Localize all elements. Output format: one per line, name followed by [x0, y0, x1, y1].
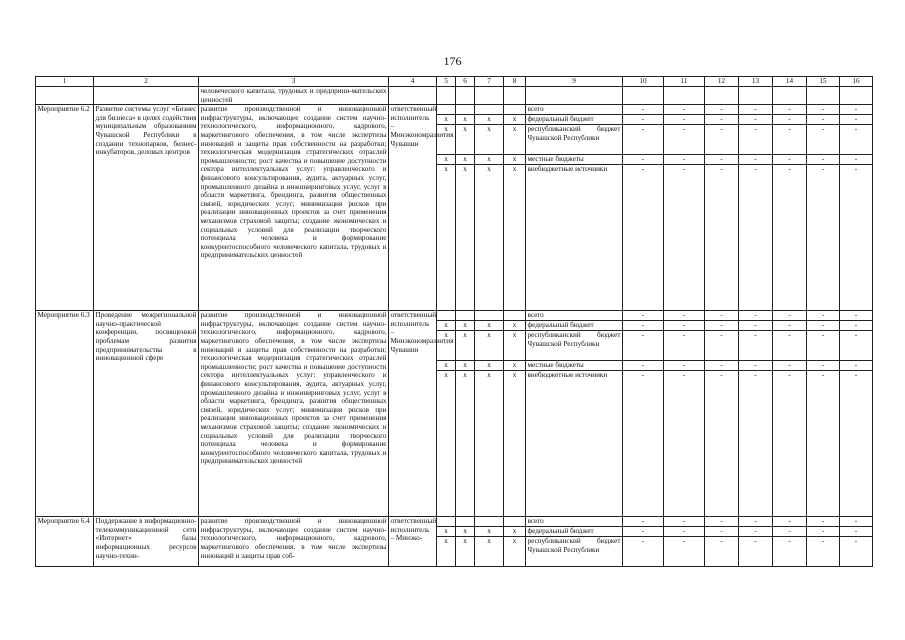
- amount-cell: -: [705, 517, 739, 527]
- mark-cell: x: [456, 155, 475, 165]
- column-number: 4: [389, 77, 437, 87]
- event-executor: ответственный исполнитель – Минэкономразвития Чувашии: [389, 311, 437, 517]
- amount-cell: -: [739, 311, 773, 321]
- mark-cell: x: [456, 125, 475, 155]
- empty-cell: [456, 105, 475, 115]
- amount-cell: -: [840, 537, 873, 567]
- amount-cell: -: [664, 165, 705, 311]
- amount-cell: -: [739, 165, 773, 311]
- amount-cell: -: [664, 517, 705, 527]
- goals-cell: человеческого капитала, трудовых и предприни-мательских ценностей: [200, 87, 387, 104]
- mark-cell: x: [456, 537, 475, 567]
- amount-cell: -: [807, 537, 840, 567]
- mark-cell: x: [504, 527, 526, 537]
- amount-cell: -: [840, 517, 873, 527]
- amount-cell: -: [664, 105, 705, 115]
- amount-cell: -: [739, 371, 773, 517]
- amount-cell: -: [623, 311, 664, 321]
- empty-cell: [437, 105, 456, 115]
- amount-cell: -: [664, 155, 705, 165]
- program-events-table: [35, 76, 873, 567]
- amount-cell: -: [773, 311, 807, 321]
- column-number: 16: [840, 77, 873, 87]
- mark-cell: x: [475, 527, 504, 537]
- funding-source: республиканский бюджет Чувашской Республики: [526, 125, 623, 155]
- amount-cell: -: [705, 155, 739, 165]
- mark-cell: x: [475, 537, 504, 567]
- funding-source: внебюджетные источники: [526, 165, 623, 311]
- mark-cell: x: [475, 331, 504, 361]
- amount-cell: -: [773, 371, 807, 517]
- empty-cell: [504, 87, 526, 105]
- mark-cell: x: [437, 361, 456, 371]
- amount-cell: -: [807, 361, 840, 371]
- amount-cell: -: [807, 331, 840, 361]
- amount-cell: -: [705, 311, 739, 321]
- mark-cell: x: [456, 371, 475, 517]
- amount-cell: -: [705, 361, 739, 371]
- column-number: 15: [807, 77, 840, 87]
- event-code: Мероприятие 6.3: [36, 311, 94, 517]
- empty-cell: [475, 311, 504, 321]
- event-goals: развитие производственной и инновационной инфраструктуры, включающее создание систем научно-технологического, информационного, кадрового, маркетингового обеспечения, в том числе экспертизы инноваций и защиты прав собственности на разработки; технологическая модернизация стратегических отраслей промышленности; рост качества и повышение доступности сектора интеллектуальных услуг: управленческого и финансового консультирования, аудита, актуарных услуг, промышленного дизайна и инжиниринговых услуг, услуг в области маркетинга, брендинга, развития общественных связей, юридических услуг; минимизация рисков при реализации инновационных проектов за счет применения механизмов страховой защиты; создание экономических и социальных условий для реализации творческого потенциала человека и формирование конкурентоспособного человеческого капитала, трудовых и предпринимательских ценностей: [199, 105, 389, 311]
- empty-cell: [437, 311, 456, 321]
- amount-cell: -: [705, 125, 739, 155]
- amount-cell: -: [739, 115, 773, 125]
- amount-cell: -: [739, 361, 773, 371]
- column-number: 11: [664, 77, 705, 87]
- funding-source: местные бюджеты: [526, 361, 623, 371]
- amount-cell: -: [807, 527, 840, 537]
- amount-cell: -: [840, 105, 873, 115]
- funding-source: федеральный бюджет: [526, 321, 623, 331]
- amount-cell: -: [623, 331, 664, 361]
- amount-cell: -: [840, 311, 873, 321]
- amount-cell: -: [773, 361, 807, 371]
- amount-cell: -: [623, 537, 664, 567]
- amount-cell: -: [623, 115, 664, 125]
- mark-cell: x: [437, 331, 456, 361]
- amount-cell: -: [705, 371, 739, 517]
- empty-cell: [526, 87, 623, 105]
- amount-cell: -: [773, 537, 807, 567]
- mark-cell: x: [437, 155, 456, 165]
- empty-cell: [389, 87, 437, 105]
- amount-cell: -: [840, 321, 873, 331]
- amount-cell: -: [705, 321, 739, 331]
- amount-cell: -: [807, 115, 840, 125]
- mark-cell: x: [504, 165, 526, 311]
- amount-cell: -: [705, 165, 739, 311]
- mark-cell: x: [475, 125, 504, 155]
- empty-cell: [504, 105, 526, 115]
- name-cell: [94, 87, 199, 105]
- amount-cell: -: [623, 165, 664, 311]
- amount-cell: -: [739, 517, 773, 527]
- amount-cell: -: [623, 125, 664, 155]
- amount-cell: -: [807, 125, 840, 155]
- amount-cell: -: [807, 311, 840, 321]
- funding-source: местные бюджеты: [526, 155, 623, 165]
- funding-source: всего: [526, 517, 623, 527]
- column-number: 14: [773, 77, 807, 87]
- funding-source: всего: [526, 105, 623, 115]
- event-row: [36, 105, 873, 115]
- funding-source: федеральный бюджет: [526, 115, 623, 125]
- column-number: 3: [199, 77, 389, 87]
- amount-cell: -: [739, 331, 773, 361]
- amount-cell: -: [664, 371, 705, 517]
- mark-cell: x: [504, 537, 526, 567]
- amount-cell: -: [664, 125, 705, 155]
- amount-cell: -: [739, 321, 773, 331]
- amount-cell: -: [623, 361, 664, 371]
- code-cell: [36, 87, 94, 105]
- amount-cell: -: [840, 331, 873, 361]
- amount-cell: -: [807, 517, 840, 527]
- empty-cell: [705, 87, 739, 105]
- amount-cell: -: [773, 165, 807, 311]
- amount-cell: -: [807, 165, 840, 311]
- mark-cell: x: [437, 165, 456, 311]
- amount-cell: -: [664, 331, 705, 361]
- amount-cell: -: [840, 371, 873, 517]
- mark-cell: x: [437, 321, 456, 331]
- event-row: [36, 311, 873, 321]
- amount-cell: -: [773, 321, 807, 331]
- amount-cell: -: [773, 527, 807, 537]
- mark-cell: x: [504, 125, 526, 155]
- amount-cell: -: [773, 155, 807, 165]
- empty-cell: [437, 87, 456, 105]
- page-number: 176: [443, 54, 462, 68]
- amount-cell: -: [664, 115, 705, 125]
- event-name: Проведение межрегиональной научно-практической конференции, посвященной проблемам развития предпринимательства в инновационной сфере: [94, 311, 199, 517]
- empty-cell: [840, 87, 873, 105]
- header-row: [36, 77, 873, 87]
- empty-cell: [773, 87, 807, 105]
- empty-cell: [475, 87, 504, 105]
- amount-cell: -: [807, 371, 840, 517]
- continuation-row: [36, 87, 873, 105]
- mark-cell: x: [437, 527, 456, 537]
- funding-source: республиканский бюджет Чувашской Республики: [526, 331, 623, 361]
- column-number: 2: [94, 77, 199, 87]
- mark-cell: x: [475, 155, 504, 165]
- column-number: 7: [475, 77, 504, 87]
- funding-source: республиканский бюджет Чувашской Республики: [526, 537, 623, 567]
- funding-source: всего: [526, 311, 623, 321]
- amount-cell: -: [807, 321, 840, 331]
- amount-cell: -: [623, 321, 664, 331]
- mark-cell: x: [456, 527, 475, 537]
- empty-cell: [456, 517, 475, 527]
- amount-cell: -: [623, 527, 664, 537]
- funding-source: внебюджетные источники: [526, 371, 623, 517]
- event-row: [36, 517, 873, 527]
- amount-cell: -: [664, 321, 705, 331]
- empty-cell: [504, 311, 526, 321]
- mark-cell: x: [437, 125, 456, 155]
- event-goals: развитие производственной и инновационной инфраструктуры, включающее создание систем научно-технологического, информационного, кадрового, маркетингового обеспечения, в том числе экспертизы инноваций и защиты прав собственности на разработки; технологическая модернизация стратегических отраслей промышленности; рост качества и повышение доступности сектора интеллектуальных услуг: управленческого и финансового консультирования, аудита, актуарных услуг, промышленного дизайна и инжиниринговых услуг, услуг в области маркетинга, брендинга, развития общественных связей, юридических услуг; минимизация рисков при реализации инновационных проектов за счет применения механизмов страховой защиты; создание экономических и социальных условий для реализации творческого потенциала человека и формирование конкурентоспособного человеческого капитала, трудовых и предпринимательских ценностей: [199, 311, 389, 517]
- amount-cell: -: [623, 105, 664, 115]
- amount-cell: -: [773, 105, 807, 115]
- mark-cell: x: [475, 361, 504, 371]
- amount-cell: -: [664, 537, 705, 567]
- mark-cell: x: [437, 371, 456, 517]
- amount-cell: -: [739, 105, 773, 115]
- mark-cell: x: [504, 331, 526, 361]
- amount-cell: -: [739, 527, 773, 537]
- column-number: 12: [705, 77, 739, 87]
- event-name: Развитие системы услуг «Бизнес для бизнеса» в целях содействия муниципальным образованиям Чувашской Республики в создании технопарков, бизнес-инкубаторов, деловых центров: [94, 105, 199, 311]
- amount-cell: -: [664, 311, 705, 321]
- amount-cell: -: [705, 115, 739, 125]
- mark-cell: x: [504, 371, 526, 517]
- column-number: 6: [456, 77, 475, 87]
- event-name: Поддержание в информационно-телекоммуникационной сети «Интернет» базы информационных ресурсов научно-техни-: [94, 517, 199, 567]
- empty-cell: [456, 87, 475, 105]
- amount-cell: -: [773, 125, 807, 155]
- amount-cell: -: [623, 371, 664, 517]
- empty-cell: [807, 87, 840, 105]
- amount-cell: -: [705, 527, 739, 537]
- empty-cell: [504, 517, 526, 527]
- amount-cell: -: [705, 105, 739, 115]
- amount-cell: -: [840, 125, 873, 155]
- mark-cell: x: [456, 331, 475, 361]
- empty-cell: [475, 517, 504, 527]
- amount-cell: -: [840, 165, 873, 311]
- mark-cell: x: [504, 155, 526, 165]
- column-number: 5: [437, 77, 456, 87]
- column-number: 1: [36, 77, 94, 87]
- empty-cell: [664, 87, 705, 105]
- mark-cell: x: [475, 165, 504, 311]
- amount-cell: -: [773, 115, 807, 125]
- mark-cell: x: [437, 115, 456, 125]
- amount-cell: -: [739, 125, 773, 155]
- mark-cell: x: [504, 321, 526, 331]
- column-number: 10: [623, 77, 664, 87]
- column-number: 9: [526, 77, 623, 87]
- amount-cell: -: [705, 331, 739, 361]
- mark-cell: x: [456, 115, 475, 125]
- amount-cell: -: [773, 331, 807, 361]
- mark-cell: x: [504, 115, 526, 125]
- amount-cell: -: [840, 361, 873, 371]
- column-number: 8: [504, 77, 526, 87]
- amount-cell: -: [807, 155, 840, 165]
- amount-cell: -: [623, 517, 664, 527]
- mark-cell: x: [456, 361, 475, 371]
- empty-cell: [739, 87, 773, 105]
- event-code: Мероприятие 6.4: [36, 517, 94, 567]
- mark-cell: x: [504, 361, 526, 371]
- mark-cell: x: [456, 321, 475, 331]
- empty-cell: [475, 105, 504, 115]
- amount-cell: -: [739, 155, 773, 165]
- event-code: Мероприятие 6.2: [36, 105, 94, 311]
- empty-cell: [437, 517, 456, 527]
- amount-cell: -: [840, 527, 873, 537]
- amount-cell: -: [664, 361, 705, 371]
- amount-cell: -: [739, 537, 773, 567]
- mark-cell: x: [475, 115, 504, 125]
- funding-source: федеральный бюджет: [526, 527, 623, 537]
- mark-cell: x: [475, 371, 504, 517]
- amount-cell: -: [840, 115, 873, 125]
- mark-cell: x: [475, 321, 504, 331]
- amount-cell: -: [840, 155, 873, 165]
- event-goals: развитие производственной и инновационной инфраструктуры, включающее создание систем научно-технологического, информационного, кадрового, маркетингового обеспечения, в том числе экспертизы инноваций и защиты прав соб-: [199, 517, 389, 567]
- event-executor: ответственный исполнитель – Минэко-: [389, 517, 437, 567]
- event-executor: ответственный исполнитель – Минэкономразвития Чувашии: [389, 105, 437, 311]
- column-number: 13: [739, 77, 773, 87]
- empty-cell: [456, 311, 475, 321]
- amount-cell: -: [623, 155, 664, 165]
- amount-cell: -: [664, 527, 705, 537]
- mark-cell: x: [456, 165, 475, 311]
- amount-cell: -: [773, 517, 807, 527]
- amount-cell: -: [807, 105, 840, 115]
- amount-cell: -: [705, 537, 739, 567]
- empty-cell: [623, 87, 664, 105]
- mark-cell: x: [437, 537, 456, 567]
